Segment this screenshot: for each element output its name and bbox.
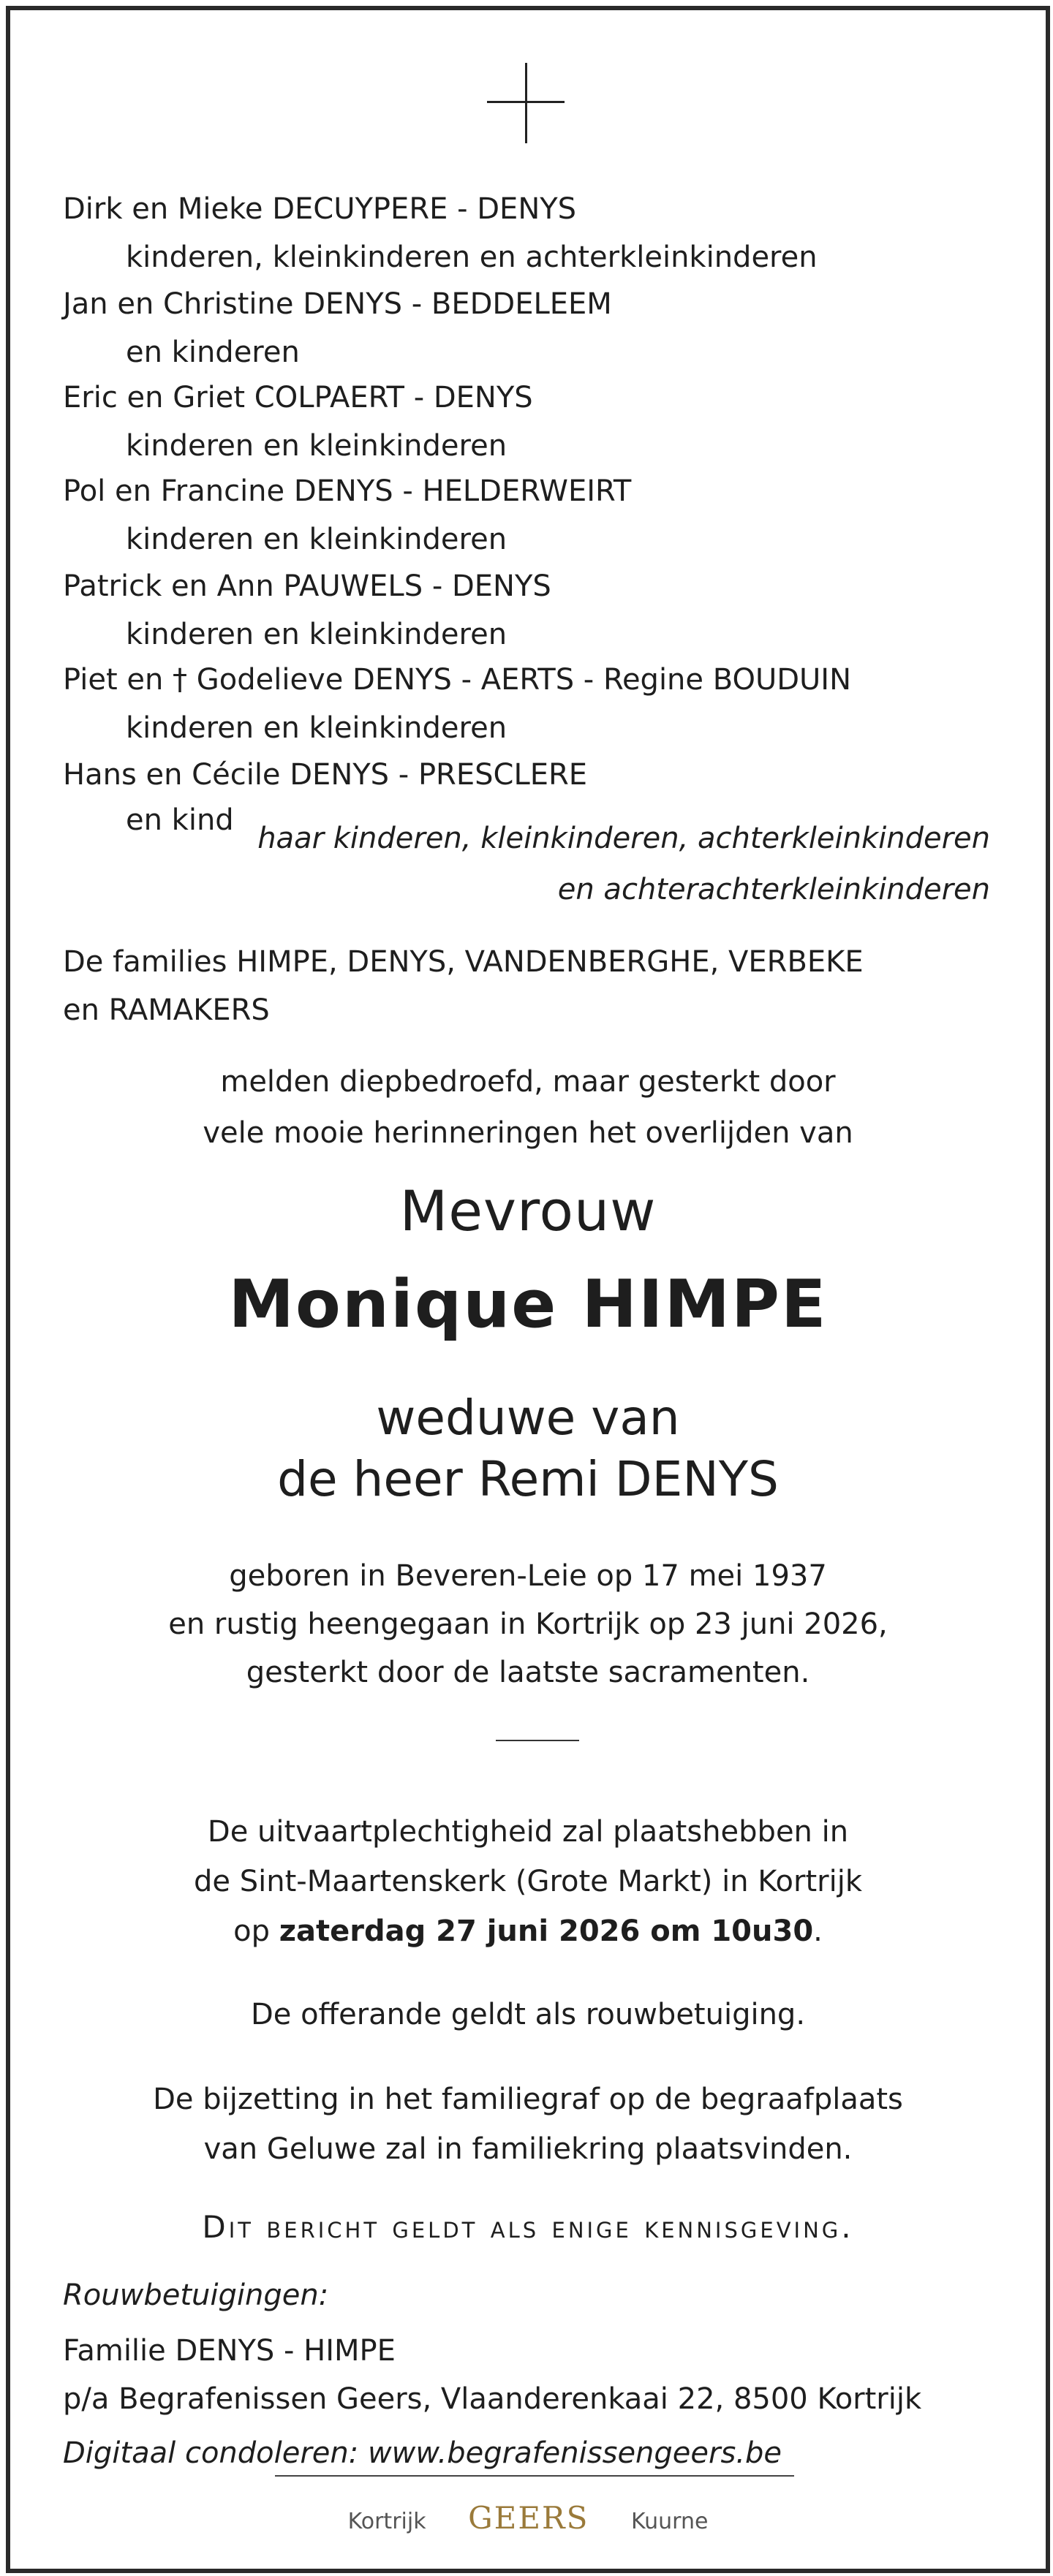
family-line: en kinderen [126, 336, 300, 369]
family-line: kinderen en kleinkinderen [126, 523, 507, 556]
footer-divider [275, 2475, 794, 2477]
footer [10, 2500, 1046, 2536]
contact-line: Familie DENYS - HIMPE [63, 2334, 396, 2368]
burial-line: van Geluwe zal in familiekring plaatsvinden. [203, 2132, 853, 2166]
family-line: Dirk en Mieke DECUYPERE - DENYS [63, 192, 577, 226]
family-line: Pol en Francine DENYS - HELDERWEIRT [63, 474, 632, 508]
deceased-name: Monique HIMPE [228, 1266, 828, 1343]
widow-line: de heer Remi DENYS [277, 1451, 779, 1507]
burial-line: De bijzetting in het familiegraf op de begraafplaats [153, 2083, 903, 2116]
funeral-line: de Sint-Maartenskerk (Grote Markt) in Kortrijk [194, 1865, 862, 1898]
online-condolences-link[interactable]: Digitaal condoleren: www.begrafenissengeers.be [63, 2436, 782, 2470]
family-line: Jan en Christine DENYS - BEDDELEEM [63, 287, 612, 321]
family-line: kinderen en kleinkinderen [126, 618, 507, 651]
descendants-line: haar kinderen, kleinkinderen, achterkleinkinderen [257, 822, 990, 855]
families-line: en RAMAKERS [63, 993, 270, 1027]
birth-line: gesterkt door de laatste sacramenten. [246, 1656, 810, 1689]
family-line: Hans en Cécile DENYS - PRESCLERE [63, 758, 588, 792]
footer-right: Kuurne [630, 2509, 709, 2534]
family-line: Eric en Griet COLPAERT - DENYS [63, 381, 533, 414]
announcement-line: vele mooie herinneringen het overlijden van [203, 1116, 853, 1150]
family-line: Piet en † Godelieve DENYS - AERTS - Regine BOUDUIN [63, 663, 852, 697]
notice-line: Dit bericht geldt als enige kennisgeving. [202, 2209, 854, 2245]
family-line: kinderen, kleinkinderen en achterkleinkinderen [126, 240, 818, 274]
geers-logo: GEERS [468, 2500, 589, 2536]
family-line: kinderen en kleinkinderen [126, 429, 507, 463]
contact-line: p/a Begrafenissen Geers, Vlaanderenkaai 22, 8500 Kortrijk [63, 2382, 922, 2416]
widow-line: weduwe van [376, 1390, 680, 1446]
descendants-line: en achterachterkleinkinderen [557, 873, 990, 906]
honorific: Mevrouw [399, 1178, 657, 1243]
family-line: en kind [126, 803, 234, 837]
family-line: kinderen en kleinkinderen [126, 711, 507, 745]
footer-left: Kortrijk [347, 2509, 426, 2534]
announcement-line: melden diepbedroefd, maar gesterkt door [220, 1065, 836, 1099]
birth-line: geboren in Beveren-Leie op 17 mei 1937 [229, 1559, 827, 1593]
funeral-line: De uitvaartplechtigheid zal plaatshebben in [207, 1815, 849, 1849]
condolences-label: Rouwbetuigingen: [63, 2278, 329, 2312]
families-line: De families HIMPE, DENYS, VANDENBERGHE, VERBEKE [63, 945, 864, 979]
birth-line: en rustig heengegaan in Kortrijk op 23 juni 2026, [168, 1607, 888, 1641]
divider [496, 1740, 579, 1741]
family-line: Patrick en Ann PAUWELS - DENYS [63, 569, 551, 603]
cross-icon [10, 63, 1046, 143]
offering-line: De offerande geldt als rouwbetuiging. [250, 1998, 806, 2031]
funeral-date-line: op zaterdag 27 juni 2026 om 10u30. [233, 1914, 823, 1948]
obituary-frame [6, 6, 1050, 2573]
